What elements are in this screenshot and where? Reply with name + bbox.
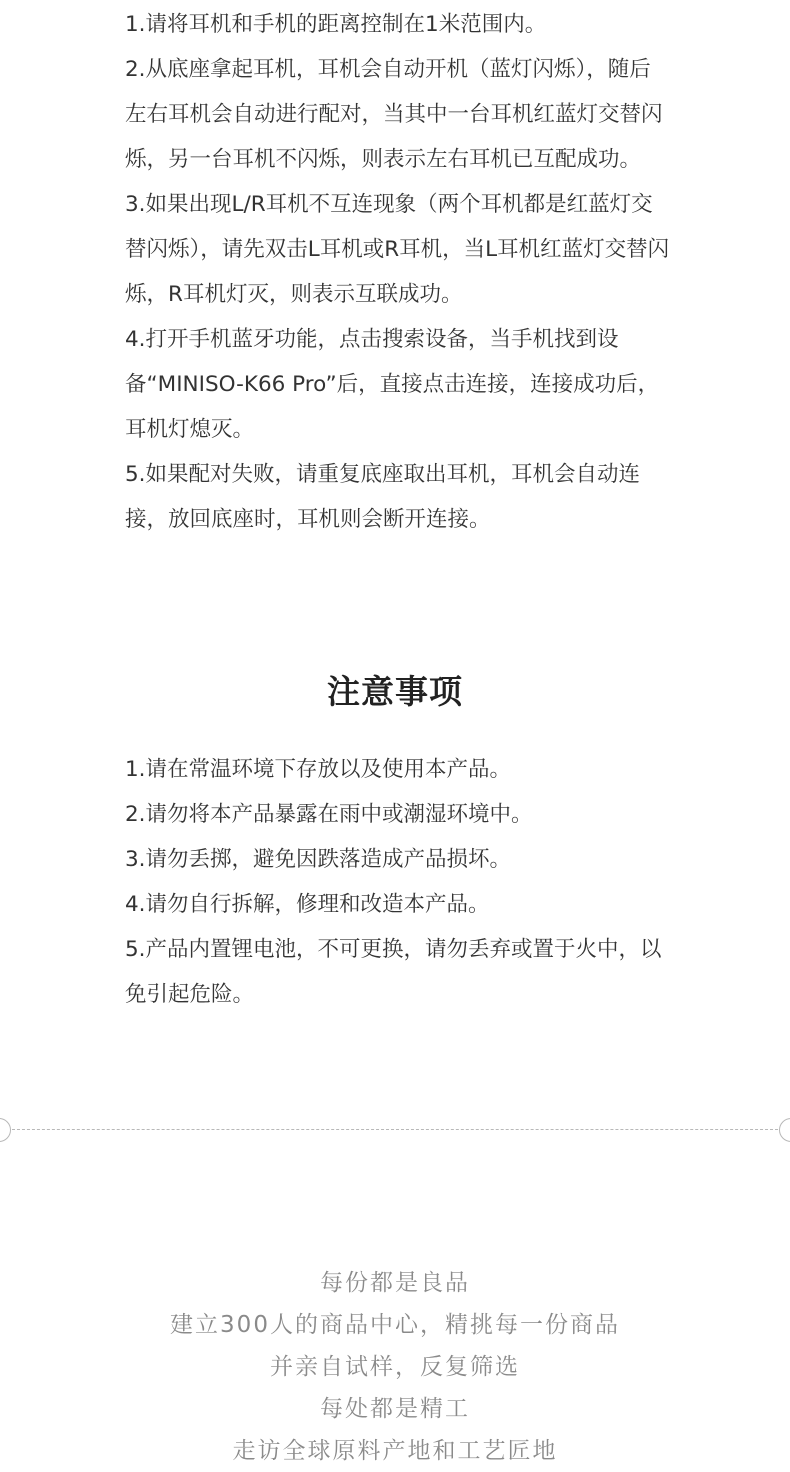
slogan-line: 并亲自试样，反复筛选 (270, 1354, 520, 1380)
slogan-line: 走访全球原料产地和工艺匠地 (232, 1438, 558, 1464)
divider-notch-right (779, 1118, 790, 1142)
pairing-instructions (125, 2, 670, 542)
instruction-item: 2.从底座拿起耳机，耳机会自动开机（蓝灯闪烁），随后左右耳机会自动进行配对，当其中一台耳机红蓝灯交替闪烁，另一台耳机不闪烁，则表示左右耳机已互配成功。 (125, 57, 663, 172)
note-item: 2.请勿将本产品暴露在雨中或潮湿环境中。 (125, 802, 533, 827)
slogan-line: 建立300人的商品中心，精挑每一份商品 (170, 1312, 620, 1338)
note-item: 1.请在常温环境下存放以及使用本产品。 (125, 757, 512, 782)
note-item: 4.请勿自行拆解，修理和改造本产品。 (125, 892, 490, 917)
slogan-line: 每份都是良品 (320, 1270, 470, 1296)
instruction-item: 1.请将耳机和手机的距离控制在1米范围内。 (125, 12, 547, 37)
instruction-item: 3.如果出现L/R耳机不互连现象（两个耳机都是红蓝灯交替闪烁），请先双击L耳机或R耳机，当L耳机红蓝灯交替闪烁，R耳机灯灭，则表示互联成功。 (125, 192, 670, 307)
instruction-item: 5.如果配对失败，请重复底座取出耳机，耳机会自动连接，放回底座时，耳机则会断开连接。 (125, 462, 641, 532)
slogan-line: 每处都是精工 (320, 1396, 470, 1422)
brand-slogan (0, 1262, 790, 1472)
instruction-item: 4.打开手机蓝牙功能，点击搜索设备，当手机找到设备“MINISO-K66 Pro”后，直接点击连接，连接成功后，耳机灯熄灭。 (125, 327, 660, 442)
ticket-divider (0, 1118, 790, 1142)
notes-title: 注意事项 (327, 672, 463, 711)
divider-notch-left (0, 1118, 11, 1142)
dashed-divider-line (12, 1129, 778, 1130)
notes-list (125, 747, 670, 1017)
note-item: 3.请勿丢掷，避免因跌落造成产品损坏。 (125, 847, 512, 872)
note-item: 5.产品内置锂电池，不可更换，请勿丢弃或置于火中，以免引起危险。 (125, 937, 662, 1007)
